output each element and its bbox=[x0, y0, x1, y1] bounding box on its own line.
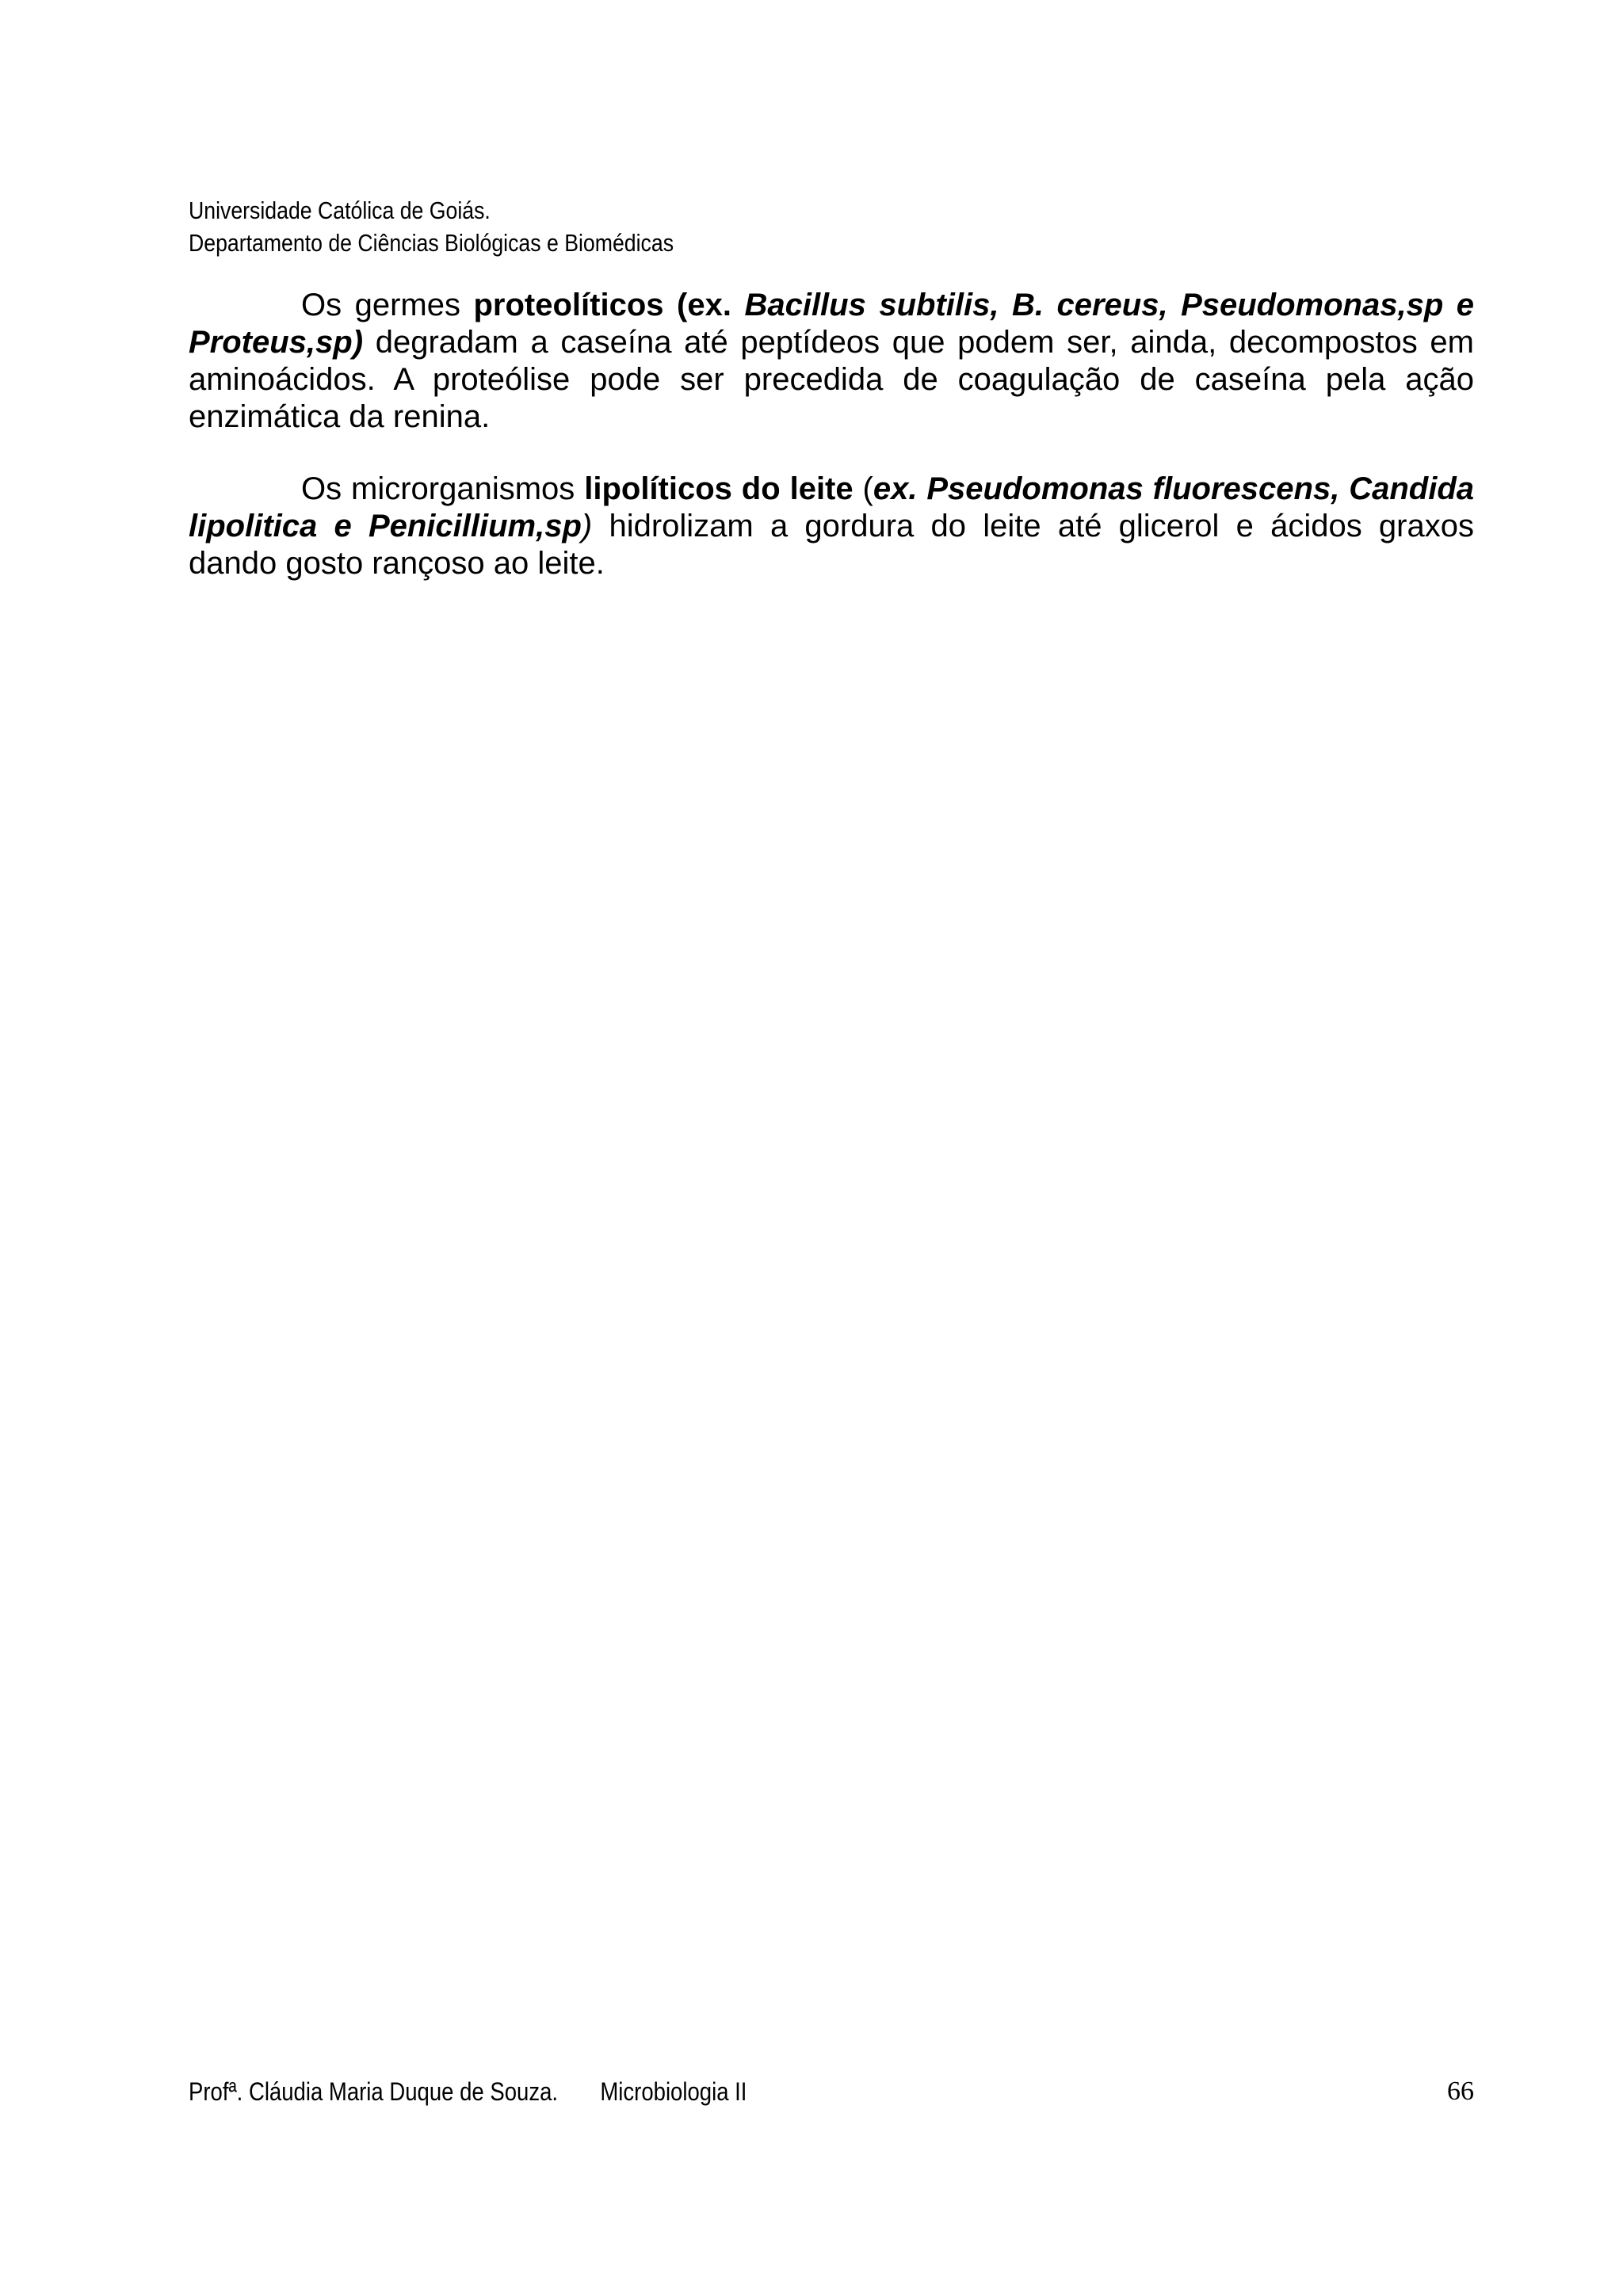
text-run: Os germes bbox=[301, 288, 474, 322]
page-header bbox=[189, 194, 1006, 259]
paragraph-text bbox=[189, 287, 1474, 436]
footer-author: Profª. Cláudia Maria Duque de Souza. bbox=[189, 2077, 559, 2106]
paragraph-text bbox=[189, 471, 1474, 582]
bold-term: proteolíticos (ex. bbox=[473, 288, 745, 322]
paragraph-proteolytic bbox=[189, 287, 1474, 436]
text-run: ) bbox=[581, 509, 593, 543]
page-footer bbox=[189, 2076, 1474, 2111]
footer-left bbox=[189, 2076, 747, 2107]
paragraph-lipolytic bbox=[189, 471, 1474, 582]
bold-term: lipolíticos do leite bbox=[584, 471, 854, 506]
text-run: hidrolizam a gordura do leite até glicerol e ácidos graxos dando gosto rançoso ao leite. bbox=[189, 509, 1474, 581]
species-list: Bacillus subtilis, B. cereus, Pseudomonas,sp e Proteus,sp) bbox=[189, 288, 1475, 360]
text-run: Os microrganismos bbox=[301, 471, 585, 506]
text-run: ( bbox=[853, 471, 873, 506]
page-number: 66 bbox=[1447, 2077, 1474, 2106]
header-institution: Universidade Católica de Goiás. bbox=[189, 196, 491, 224]
footer-course: Microbiologia II bbox=[600, 2077, 747, 2106]
header-department: Departamento de Ciências Biológicas e Biomédicas bbox=[189, 229, 674, 257]
species-list: ex. Pseudomonas fluorescens, Candida lipolitica e Penicillium,sp bbox=[189, 471, 1475, 543]
text-run: degradam a caseína até peptídeos que podem ser, ainda, decompostos em aminoácidos. A proteólise pode ser precedida de coagulação de caseína pela ação enzimática da renina. bbox=[189, 325, 1474, 434]
